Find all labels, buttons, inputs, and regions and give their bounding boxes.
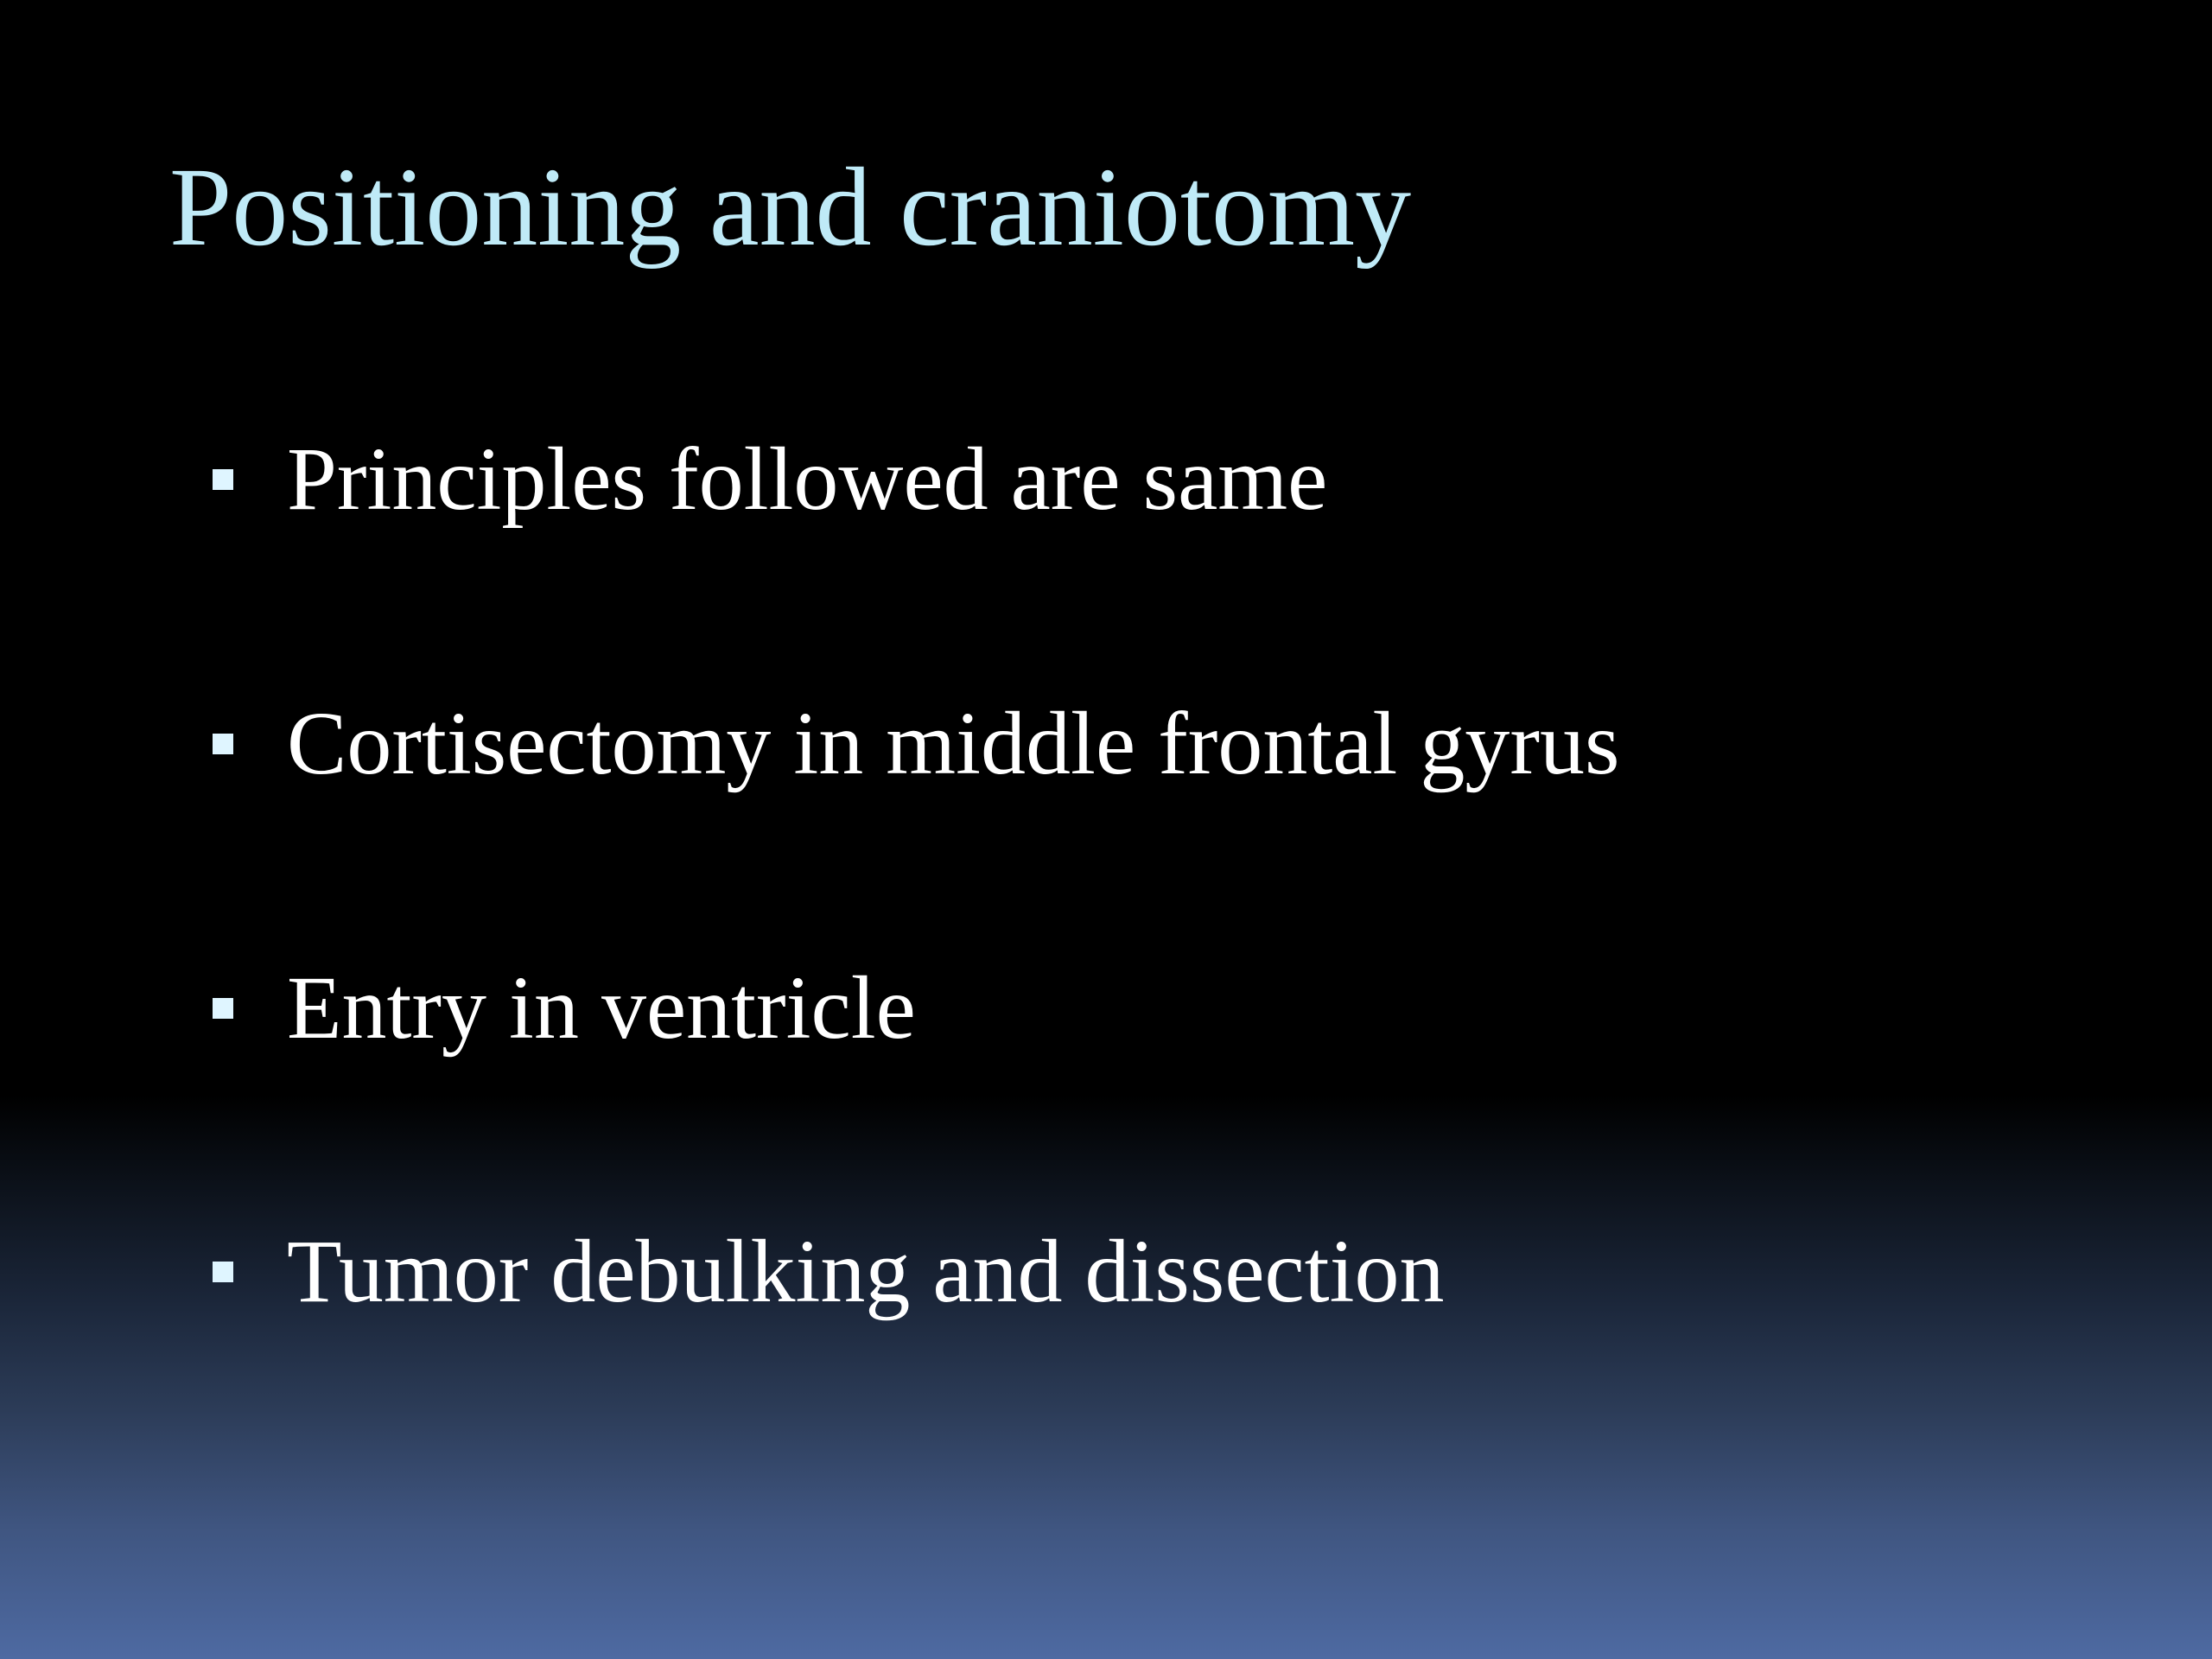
bullet-text: Cortisectomy in middle frontal gyrus [287, 694, 1620, 793]
bullet-text: Tumor debulking and dissection [287, 1222, 1445, 1321]
bullet-text: Principles followed are same [287, 429, 1328, 529]
slide-title: Positioning and craniotomy [169, 145, 1412, 270]
square-bullet-icon [213, 1262, 233, 1282]
square-bullet-icon [213, 469, 233, 490]
square-bullet-icon [213, 734, 233, 754]
bullet-item [0, 679, 2074, 809]
bullet-item [0, 944, 2074, 1073]
bullet-item [0, 415, 2074, 544]
bullet-item [0, 1207, 2074, 1337]
bullet-text: Entry in ventricle [287, 958, 916, 1058]
square-bullet-icon [213, 998, 233, 1019]
